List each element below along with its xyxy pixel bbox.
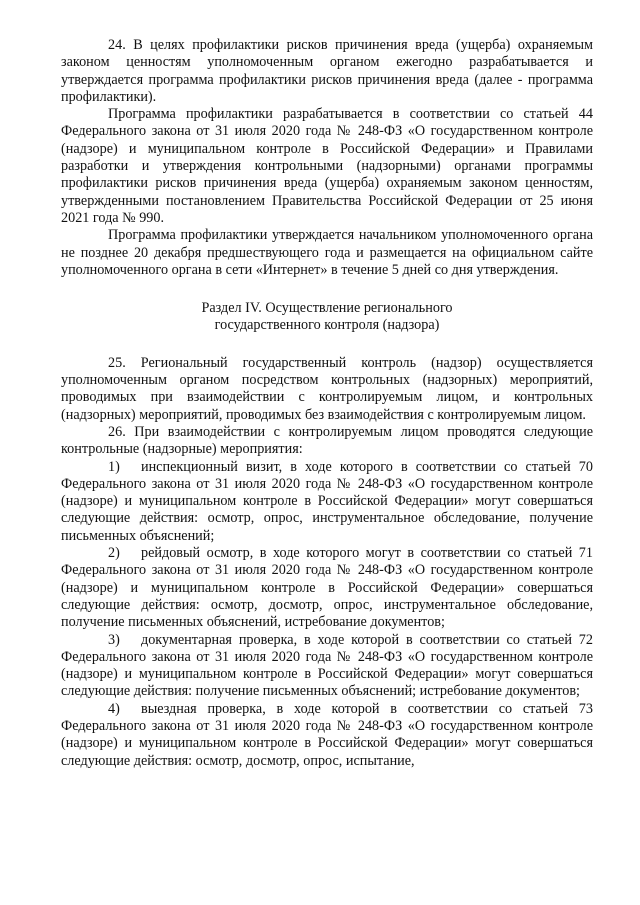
section-heading-line-2: государственного контроля (надзора)	[214, 317, 440, 334]
list-item-text: выездная проверка, в ходе которой в соответствии со статьей 73 Федерального закона от 31 июля 2020 года № 248-ФЗ «О государственном контроле (надзоре) и муниципальном контроле в Российской Федерации» могут совершаться следующие действия: осмотр, досмотр, опрос, испытание,	[61, 700, 593, 769]
list-item	[61, 459, 593, 545]
paragraph-24: 24. В целях профилактики рисков причинения вреда (ущерба) охраняемым законом ценностям уполномоченным органом ежегодно разрабатывается и утверждается программа профилактики рисков причинения вреда (далее - программа профилактики).	[61, 37, 593, 105]
paragraph-program-approval: Программа профилактики утверждается начальником уполномоченного органа не позднее 20 декабря предшествующего года и размещается на официальном сайте уполномоченного органа в сети «Интернет» в течение 5 дней со дня утверждения.	[61, 227, 593, 278]
list-item-number: 2)	[108, 545, 120, 562]
paragraph-program-development: Программа профилактики разрабатывается в соответствии со статьей 44 Федерального закона от 31 июля 2020 года № 248-ФЗ «О государственном контроле (надзоре) и муниципальном контроле в Российской Федерации» и Правилами разработки и утверждения контрольными (надзорными) органами программы профилактики рисков причинения вреда (ущерба) охраняемым законом ценностям, утвержденными постановлением Правительства Российской Федерации от 25 июня 2021 года № 990.	[61, 106, 593, 226]
list-item	[61, 545, 593, 631]
list-item-number: 4)	[108, 700, 120, 717]
list-item-number: 1)	[108, 458, 120, 475]
list-item-text: рейдовый осмотр, в ходе которого могут в соответствии со статьей 71 Федерального закона от 31 июля 2020 года № 248-ФЗ «О государственном контроле (надзоре) и муниципальном контроле в Российской Федерации» совершаться следующие действия: осмотр, досмотр, опрос, инструментальное обследование, получение письменных объяснений, истребование документов;	[61, 545, 593, 631]
list-item-text: документарная проверка, в ходе которой в соответствии со статьей 72 Федерального закона от 31 июля 2020 года № 248-ФЗ «О государственном контроле (надзоре) и муниципальном контроле в Российской Федерации» могут совершаться следующие действия: получение письменных объяснений; истребование документов;	[61, 631, 593, 700]
list-item-number: 3)	[108, 631, 120, 648]
paragraph-26: 26. При взаимодействии с контролируемым лицом проводятся следующие контрольные (надзорные) мероприятия:	[61, 423, 593, 458]
section-heading-line-1: Раздел IV. Осуществление регионального	[201, 300, 453, 317]
list-item	[61, 632, 593, 701]
section-heading	[61, 300, 593, 335]
paragraph-25: 25. Региональный государственный контроль (надзор) осуществляется уполномоченным органом посредством контрольных (надзорных) мероприятий, проводимых при взаимодействии с контролируемым лицом, и контрольных (надзорных) мероприятий, проводимых без взаимодействия с контролируемым лицом.	[61, 354, 593, 423]
document-page	[61, 37, 593, 770]
list-item	[61, 701, 593, 770]
list-item-text: инспекционный визит, в ходе которого в соответствии со статьей 70 Федерального закона от 31 июля 2020 года № 248-ФЗ «О государственном контроле (надзоре) и муниципальном контроле в Российской Федерации» могут совершаться следующие действия: осмотр, опрос, инструментальное обследование, получение письменных объяснений;	[61, 458, 593, 544]
